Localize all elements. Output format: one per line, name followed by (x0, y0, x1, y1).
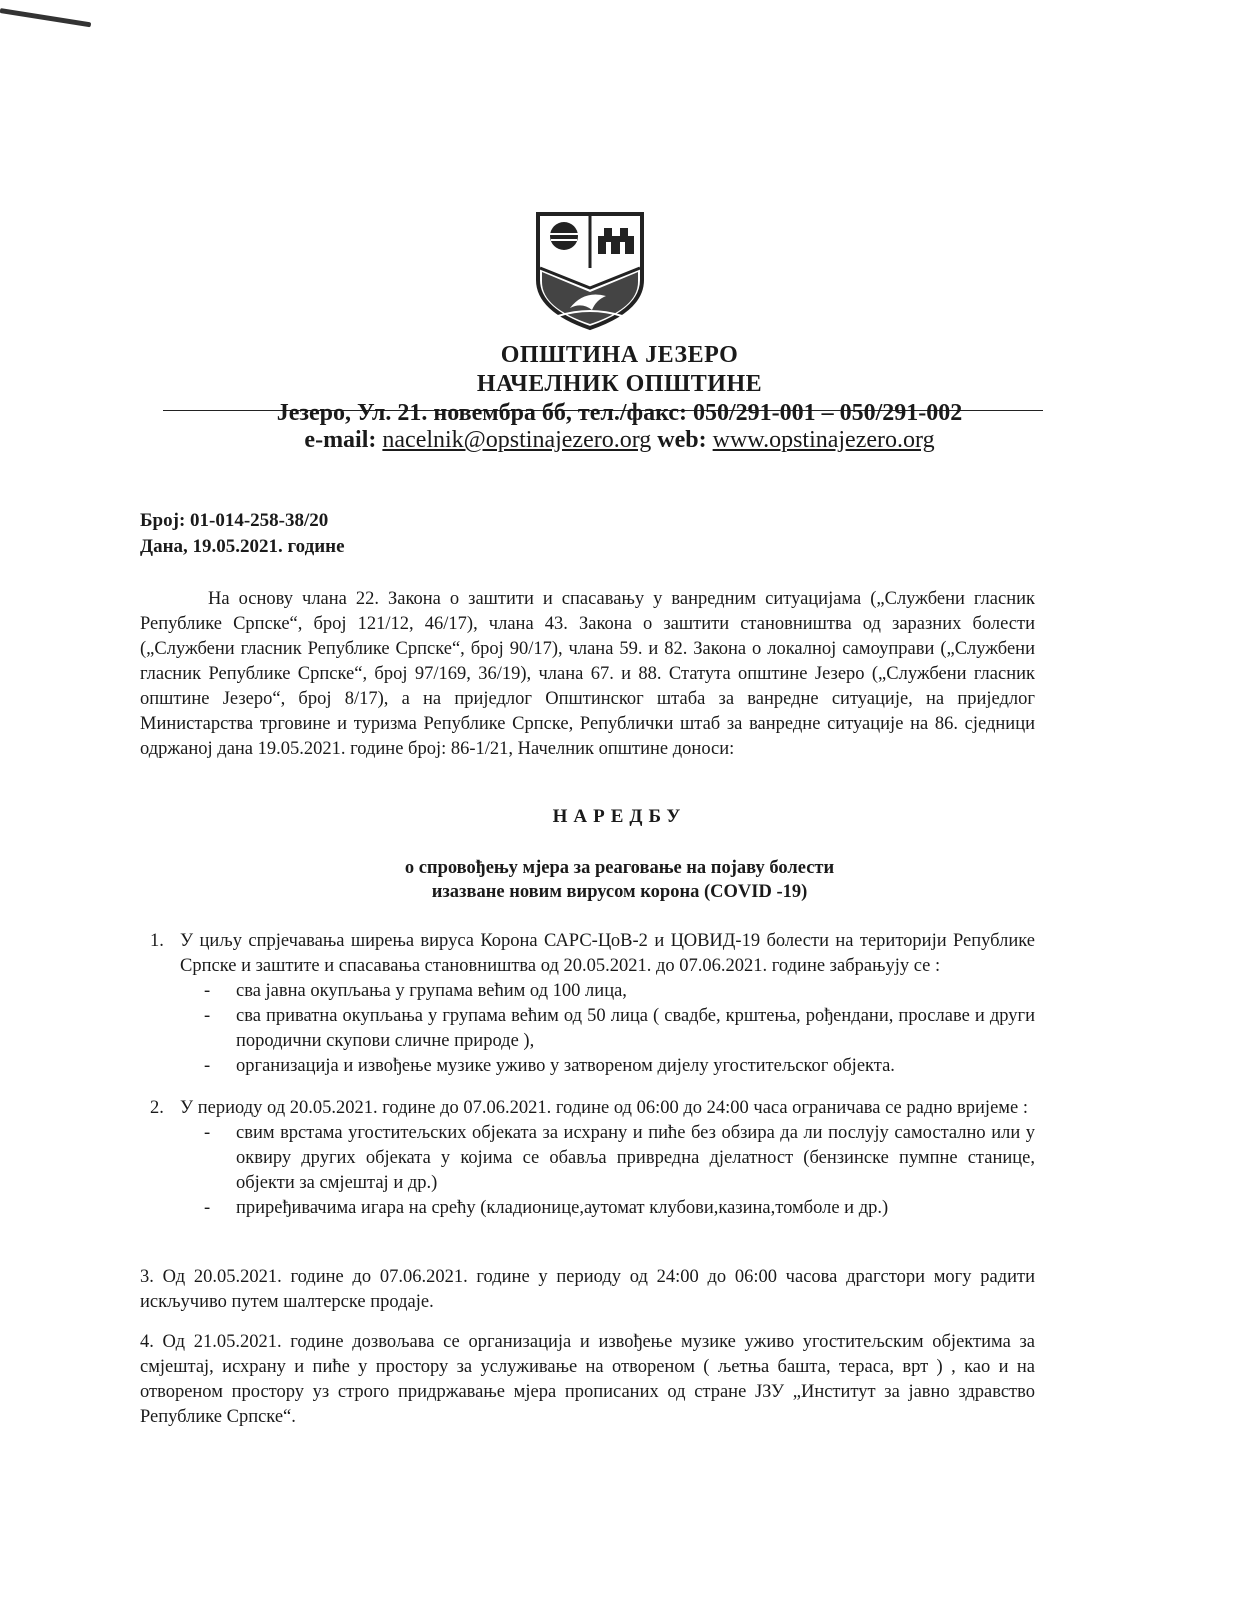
item-number: 2. (150, 1098, 164, 1118)
email-label: e-mail: (304, 427, 377, 453)
preamble-paragraph: На основу члана 22. Закона о заштити и спасавању у ванредним ситуацијама („Службени гласник Републике Српске“, број 121/12, 46/17), члана 43. Закона о заштити становништва од заразних болести („Службени гласник Републике Српске“, број 90/17), члана 59. и 82. Закона о локалној самоуправи („Службени гласник Републике Српске“, број 97/169, 36/19), члана 67. и 88. Статута општине Језеро („Службени гласник општине Језеро“, број 8/17), а на приједлог Општинског штаба за ванредне ситуације, на приједлог Министарства трговине и туризма Републике Српске, Републички штаб за ванредне ситуације на 86. сједници одржаној дана 19.05.2021. године број: 86-1/21, Начелник општине доноси: (140, 589, 1035, 759)
reference-date: Дана, 19.05.2021. године (140, 536, 345, 557)
web-label: web: (657, 427, 707, 453)
municipality-name: ОПШТИНА ЈЕЗЕРО (500, 342, 739, 368)
bullet-list (204, 1121, 1035, 1221)
subtitle-line-2: изазване новим вирусом корона (COVID -19) (431, 882, 808, 902)
list-item: - сва јавна окупљања у групама већим од 100 лица, (204, 979, 1035, 1004)
list-item: - свим врстама угоститељских објеката за исхрану и пиће без обзира да ли послују самостално или у оквиру других објеката у којима се обавља привредна дјелатност (бензинске пумпне станице, објекти за смјештај и др.) (204, 1123, 1035, 1193)
order-item-2 (140, 1096, 1035, 1221)
order-item-1 (140, 929, 1035, 1079)
address-line: Језеро, Ул. 21. новембра бб, тел./факс: 050/291-001 – 050/291-002 (276, 400, 963, 426)
order-item-4: 4. Од 21.05.2021. године дозвољава се организација и извођење музике уживо угоститељским објектима за смјештај, исхрану и пиће у простору за услуживање на отвореном ( љетња башта, тераса, врт ) , као и на отвореном простору уз строго придржавање мјера прописаних од стране ЈЗУ „Институт за јавно здравство Републике Српске“. (140, 1332, 1035, 1427)
document-title: НАРЕДБУ (552, 806, 687, 827)
list-item: - организација и извођење музике уживо у затвореном дијелу угоститељског објекта. (204, 1054, 1035, 1079)
dash-glyph: - (204, 1006, 211, 1026)
office-title: НАЧЕЛНИК ОПШТИНЕ (476, 371, 763, 397)
item-text: У циљу спрјечавања ширења вируса Корона САРС-ЦоВ-2 и ЦОВИД-19 болести на територији Републике Српске и заштите и спасавања становништва од 20.05.2021. до 07.06.2021. године забрањују се : (180, 931, 1035, 976)
list-item: - сва приватна окупљања у групама већим од 50 лица ( свадбе, крштења, рођендани, прославе и други породични скупови сличне природе ), (204, 1006, 1035, 1051)
order-item-3: 3. Од 20.05.2021. године до 07.06.2021. године у периоду од 24:00 до 06:00 часова драгстори могу радити искључиво путем шалтерске продаје. (140, 1267, 1035, 1312)
email-link[interactable]: nacelnik@opstinajezero.org (382, 427, 652, 453)
municipality-crest-icon (534, 210, 646, 332)
dash-glyph: - (204, 1198, 211, 1218)
subtitle-line-1: о спровођењу мјера за реаговање на појаву болести (404, 858, 835, 878)
dash-glyph: - (204, 1123, 211, 1143)
item-text: У периоду од 20.05.2021. године до 07.06.2021. године од 06:00 до 24:00 часа ограничава се радно вријеме : (180, 1098, 1028, 1118)
item-number: 1. (150, 931, 164, 951)
dash-glyph: - (204, 981, 211, 1001)
list-item: - приређивачима игара на срећу (кладионице,аутомат клубови,казина,томболе и др.) (204, 1196, 1035, 1221)
contact-line (0, 427, 1239, 454)
scan-mark (0, 8, 91, 27)
web-link[interactable]: www.opstinajezero.org (712, 427, 935, 453)
dash-glyph: - (204, 1056, 211, 1076)
reference-number: Број: 01-014-258-38/20 (140, 510, 329, 531)
bullet-list (204, 979, 1035, 1079)
